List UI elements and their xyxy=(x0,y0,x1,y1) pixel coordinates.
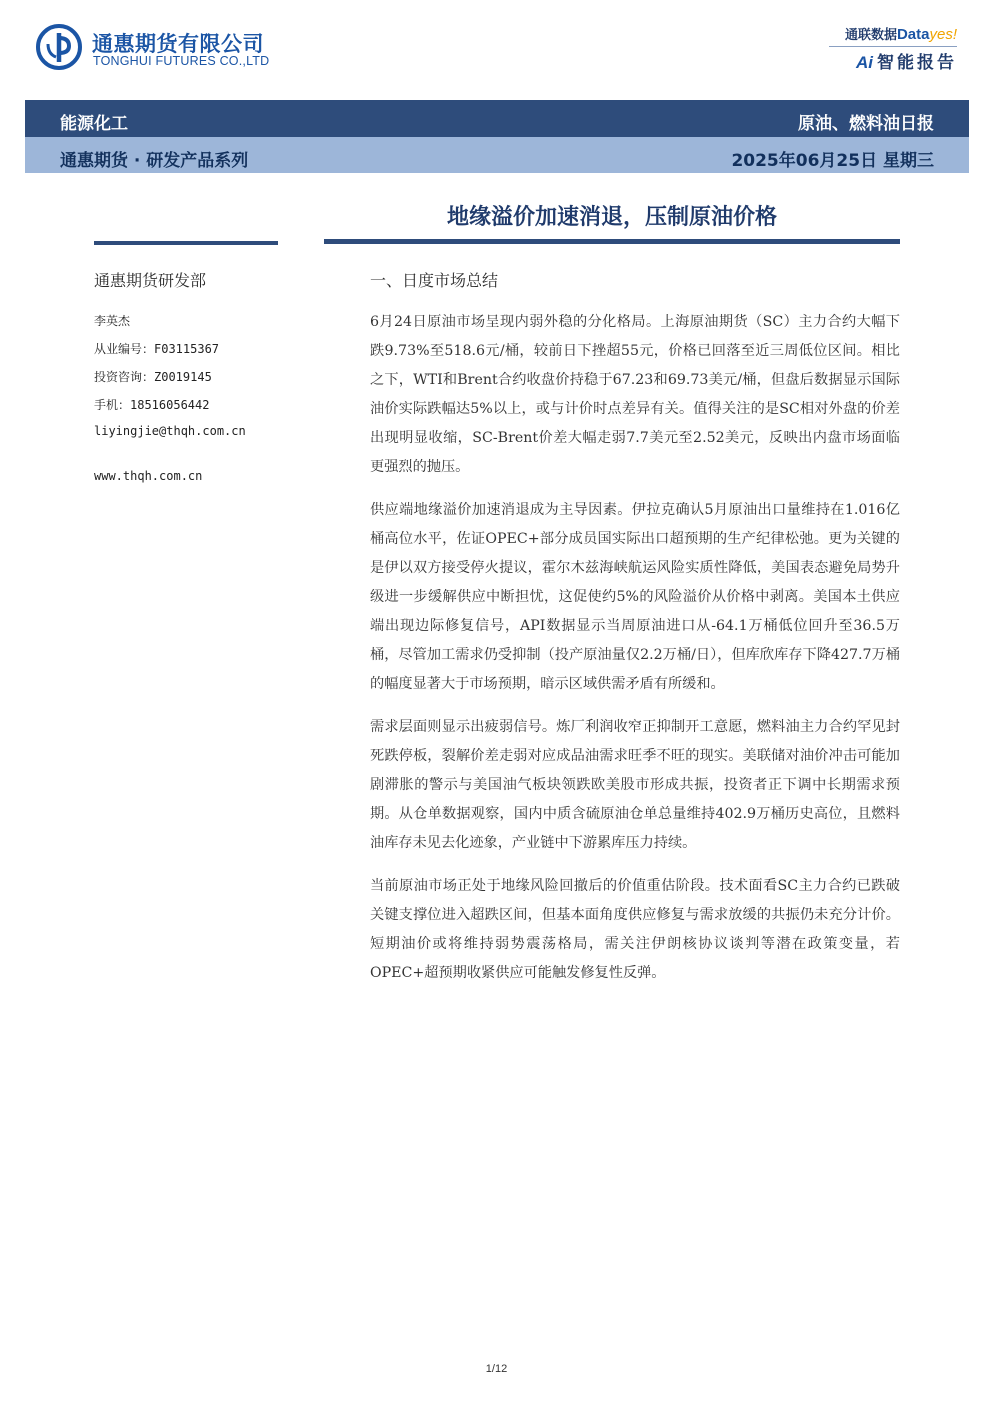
paragraph-4: 当前原油市场正处于地缘风险回撤后的价值重估阶段。技术面看SC主力合约已跌破关键支撑位进入超跌区间，但基本面角度供应修复与需求放缓的共振仍未充分计价。短期油价或将维持弱势震荡格局，需关注伊朗核协议谈判等潜在政策变量，若OPEC+超预期收紧供应可能触发修复性反弹。 xyxy=(370,878,900,981)
partner-logo xyxy=(845,24,957,43)
email-link[interactable]: liyingjie@thqh.com.cn xyxy=(94,424,246,438)
partner-prefix: 通联数据 xyxy=(844,28,897,43)
partner-report-label: 智能报告 xyxy=(877,53,957,73)
partner-ai-report xyxy=(856,48,957,73)
title-rule xyxy=(324,239,900,244)
paragraph-2: 供应端地缘溢价加速消退成为主导因素。伊拉克确认5月原油出口量维持在1.016亿桶高位水平，佐证OPEC+部分成员国实际出口超预期的生产纪律松弛。更为关键的是伊以双方接受停火提议，霍尔木兹海峡航运风险实质性降低，美国表态避免局势升级进一步缓解供应中断担忧，这促使约5%的风险溢价从价格中剥离。美国本土供应端出现边际修复信号，API数据显示当周原油进口从-64.1万桶低位回升至36.5万桶，尽管加工需求仍受抑制（投产原油量仅2.2万桶/日），但库欣库存下降427.7万桶的幅度显著大于市场预期，暗示区域供需矛盾有所缓和。 xyxy=(370,502,900,692)
report-title: 地缘溢价加速消退，压制原油价格 xyxy=(446,205,777,230)
website-link[interactable]: www.thqh.com.cn xyxy=(94,469,203,483)
report-date: 2025年06月25日 星期三 xyxy=(731,151,934,171)
phone-number: 手机：18516056442 xyxy=(94,398,210,412)
analyst-name: 李英杰 xyxy=(94,314,131,328)
paragraph-1: 6月24日原油市场呈现内弱外稳的分化格局。上海原油期货（SC）主力合约大幅下跌9.73%至518.6元/桶，较前日下挫超55元，价格已回落至近三周低位区间。相比之下，WTI和Brent合约收盘价持稳于67.23和69.73美元/桶，但盘后数据显示国际油价实际跌幅达5%以上，或与计价时点差异有关。值得关注的是SC相对外盘的价差出现明显收缩，SC-Brent价差大幅走弱7.7美元至2.52美元，反映出内盘市场面临更强烈的抛压。 xyxy=(370,314,900,475)
company-logo-icon xyxy=(36,24,82,70)
research-dept: 通惠期货研发部 xyxy=(94,271,207,290)
paragraph-3: 需求层面则显示出疲弱信号。炼厂利润收窄正抑制开工意愿，燃料油主力合约罕见封死跌停板，裂解价差走弱对应成品油需求旺季不旺的现实。美联储对油价冲击可能加剧滞胀的警示与美国油气板块领跌欧美股市形成共振，投资者正下调中长期需求预期。从仓单数据观察，国内中质含硫原油仓单总量维持402.9万桶历史高位，且燃料油库存未见去化迹象，产业链中下游累库压力持续。 xyxy=(370,719,900,851)
section-heading: 一、日度市场总结 xyxy=(370,271,499,290)
partner-data-text: Data xyxy=(896,26,930,43)
partner-divider xyxy=(829,46,957,47)
report-type-label: 原油、燃料油日报 xyxy=(798,114,934,134)
partner-yes-text: yes! xyxy=(929,26,957,43)
series-label: 通惠期货 · 研发产品系列 xyxy=(60,151,249,171)
sidebar-rule xyxy=(94,241,278,245)
page-number: 1/12 xyxy=(485,1363,508,1375)
consult-number: 投资咨询：Z0019145 xyxy=(94,370,212,384)
body-text xyxy=(370,308,900,1002)
sector-label: 能源化工 xyxy=(60,114,128,134)
company-name-cn: 通惠期货有限公司 xyxy=(92,32,264,56)
company-name-en: TONGHUI FUTURES CO.,LTD xyxy=(93,54,270,68)
ai-icon: Ai xyxy=(856,53,873,72)
license-number: 从业编号：F03115367 xyxy=(94,342,220,356)
